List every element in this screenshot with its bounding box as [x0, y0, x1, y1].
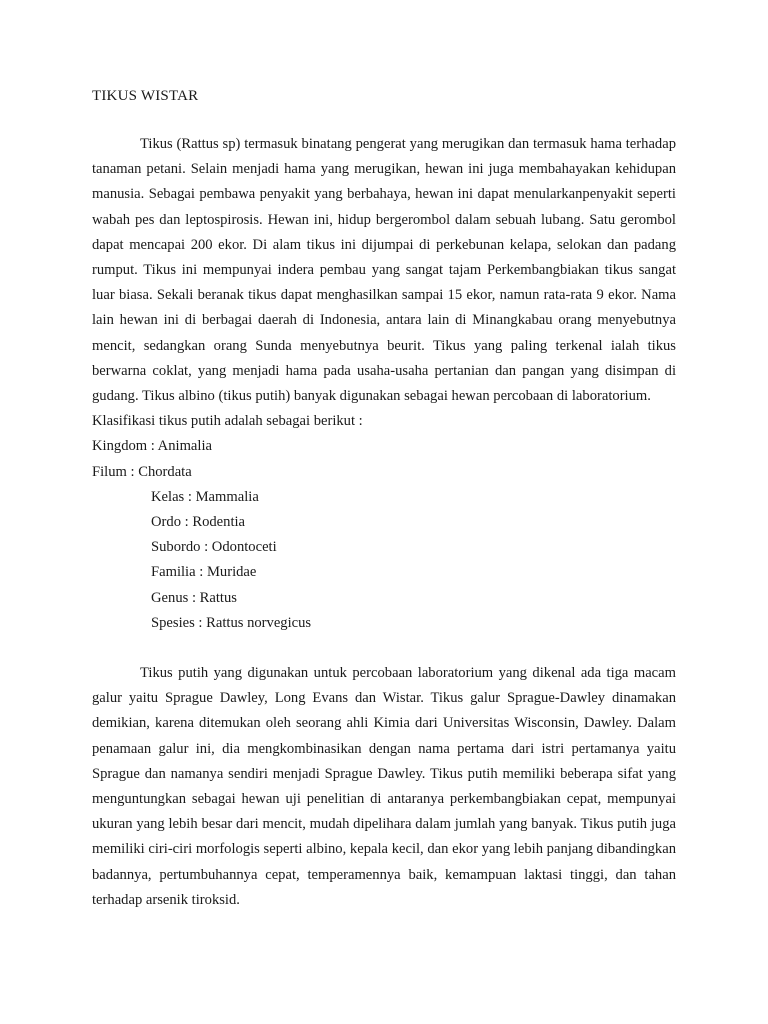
paragraph-strains: Tikus putih yang digunakan untuk percobaan laboratorium yang dikenal ada tiga macam galur yaitu Sprague Dawley, Long Evans dan Wistar. Tikus galur Sprague-Dawley dinamakan demikian, karena ditemukan oleh seorang ahli Kimia dari Universitas Wisconsin, Dawley. Dalam penamaan galur ini, dia mengkombinasikan dengan nama pertama dari istri pertamanya yaitu Sprague dan namanya sendiri menjadi Sprague Dawley. Tikus putih memiliki beberapa sifat yang menguntungkan sebagai hewan uji penelitian di antaranya perkembangbiakan cepat, mempunyai ukuran yang lebih besar dari mencit, mudah dipelihara dalam jumlah yang banyak. Tikus putih juga memiliki ciri-ciri morfologis seperti albino, kepala kecil, dan ekor yang lebih panjang dibandingkan badannya, pertumbuhannya cepat, temperamennya baik, kemampuan laktasi tinggi, dan tahan terhadap arsenik tiroksid. [92, 665, 676, 908]
classification-kelas: Kelas : Mammalia [151, 488, 259, 505]
classification-ordo: Ordo : Rodentia [151, 514, 246, 531]
classification-subordo: Subordo : Odontoceti [151, 539, 277, 556]
classification-list [92, 434, 676, 636]
document-title: TIKUS WISTAR [92, 88, 199, 104]
classification-filum: Filum : Chordata [92, 463, 192, 480]
paragraph-spacer [92, 636, 676, 661]
classification-intro: Klasifikasi tikus putih adalah sebagai berikut : [92, 413, 363, 430]
classification-genus: Genus : Rattus [151, 589, 237, 606]
classification-spesies: Spesies : Rattus norvegicus [151, 614, 312, 631]
classification-familia: Familia : Muridae [151, 564, 257, 581]
classification-kingdom: Kingdom : Animalia [92, 438, 212, 455]
paragraph-intro: Tikus (Rattus sp) termasuk binatang pengerat yang merugikan dan termasuk hama terhadap tanaman petani. Selain menjadi hama yang merugikan, hewan ini juga membahayakan kehidupan manusia. Sebagai pembawa penyakit yang berbahaya, hewan ini dapat menularkanpenyakit seperti wabah pes dan leptospirosis. Hewan ini, hidup bergerombol dalam sebuah lubang. Satu gerombol dapat mencapai 200 ekor. Di alam tikus ini dijumpai di perkebunan kelapa, selokan dan padang rumput. Tikus ini mempunyai indera pembau yang sangat tajam Perkembangbiakan tikus sangat luar biasa. Sekali beranak tikus dapat menghasilkan sampai 15 ekor, namun rata-rata 9 ekor. Nama lain hewan ini di berbagai daerah di Indonesia, antara lain di Minangkabau orang menyebutnya mencit, sedangkan orang Sunda menyebutnya beurit. Tikus yang paling terkenal ialah tikus berwarna coklat, yang menjadi hama pada usaha-usaha pertanian dan pangan yang disimpan di gudang. Tikus albino (tikus putih) banyak digunakan sebagai hewan percobaan di laboratorium. [92, 136, 676, 405]
